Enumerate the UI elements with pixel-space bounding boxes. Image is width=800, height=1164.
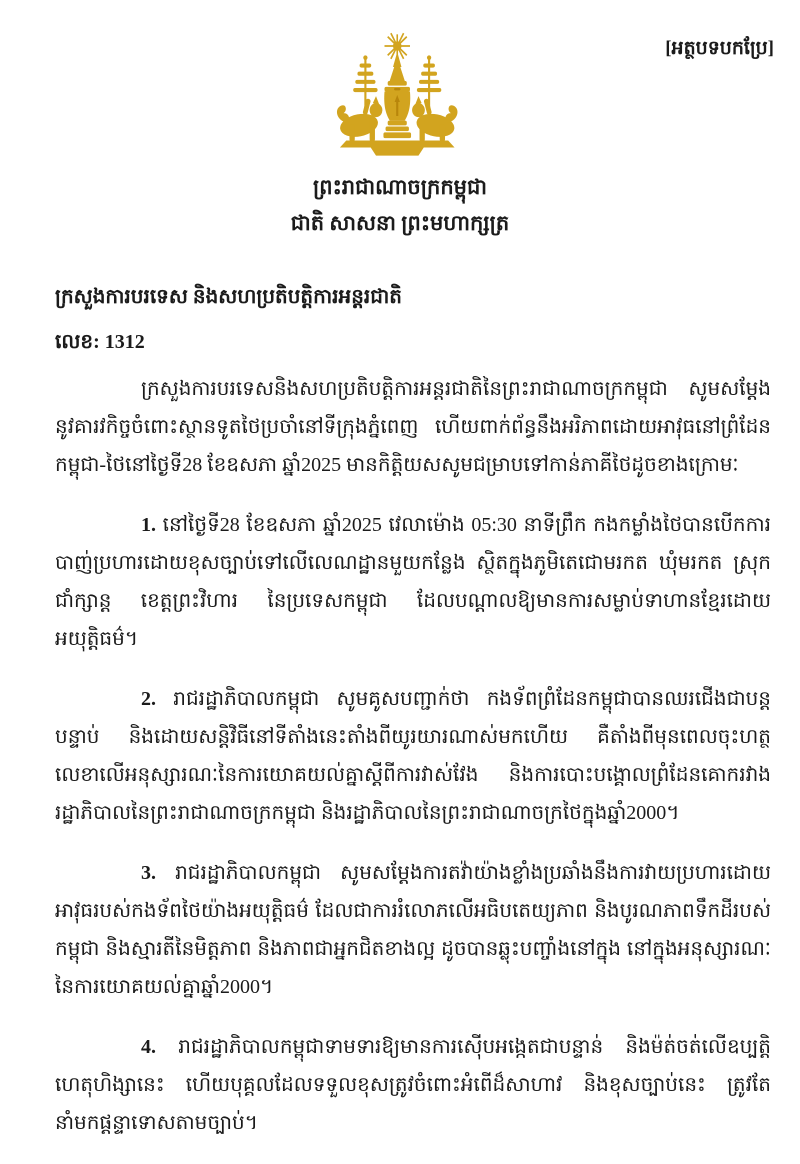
item-paragraph-3 <box>55 854 771 1006</box>
item-number-3: 3. <box>141 862 156 884</box>
royal-arms-icon <box>328 32 466 172</box>
item-paragraph-4 <box>55 1028 771 1142</box>
kingdom-title: ព្រះរាជាណាចក្រកម្ពុជា <box>312 175 487 199</box>
national-motto: ជាតិ សាសនា ព្រះមហាក្សត្រ <box>290 211 510 235</box>
item-text-1: នៅថ្ងៃទី28 ខែឧសភា ឆ្នាំ2025 វេលាម៉ោង 05:30 នាទីព្រឹក កងកម្លាំងថៃបានបើកការបាញ់ប្រហារដោយខុសច្បាប់ទៅលើលេណដ្ឋានមួយកន្លែង ស្ថិតក្នុងភូមិតេជោមរកត ឃុំមរកត ស្រុកជាំក្សាន្ត ខេត្តព្រះវិហារ នៃប្រទេសកម្ពុជា ដែលបណ្តាលឱ្យមានការសម្លាប់ទាហានខ្មែរដោយអយុត្តិធម៌។ <box>55 514 772 650</box>
item-paragraph-1 <box>55 506 771 658</box>
item-text-4: រាជរដ្ឋាភិបាលកម្ពុជាទាមទារឱ្យមានការស៊ើបអង្កេតជាបន្ទាន់ និងម៉ត់ចត់លើឧប្បត្តិហេតុហិង្សានេះ ហើយបុគ្គលដែលទទួលខុសត្រូវចំពោះអំពើដ៏សាហាវ និងខុសច្បាប់នេះ ត្រូវតែនាំមកផ្តន្ទាទោសតាមច្បាប់។ <box>55 1036 771 1134</box>
item-text-2: រាជរដ្ឋាភិបាលកម្ពុជា សូមគូសបញ្ជាក់ថា កងទ័ពព្រំដែនកម្ពុជាបានឈរជើងជាបន្តបន្ទាប់ និងដោយសន្តិវិធីនៅទីតាំងនេះតាំងពីយូរយារណាស់មកហើយ គឺតាំងពីមុនពេលចុះហត្ថលេខាលើអនុស្សារណៈនៃការយោគយល់គ្នាស្តីពីការវាស់វែង និងការបោះបង្គោលព្រំដែនគោករវាងរដ្ឋាភិបាលនៃព្រះរាជាណាចក្រកម្ពុជា និងរដ្ឋាភិបាលនៃព្រះរាជាណាចក្រថៃក្នុងឆ្នាំ2000។ <box>55 688 772 824</box>
item-number-2: 2. <box>141 688 156 710</box>
royal-arms-emblem <box>328 32 466 172</box>
reference-number: លេខ: 1312 <box>55 331 145 353</box>
sun-icon <box>393 41 401 50</box>
intro-paragraph: ក្រសួងការបរទេសនិងសហប្រតិបត្តិការអន្តរជាតិនៃព្រះរាជាណាចក្រកម្ពុជា សូមសម្តែងនូវគារវកិច្ចចំពោះស្ថានទូតថៃប្រចាំនៅទីក្រុងភ្នំពេញ ហើយពាក់ព័ន្ធនឹងអរិភាពដោយអាវុធនៅព្រំដែនកម្ពុជា-ថៃនៅថ្ងៃទី28 ខែឧសភា ឆ្នាំ2025 មានកិត្តិយសសូមជម្រាបទៅកាន់ភាគីថៃដូចខាងក្រោមៈ <box>55 378 771 476</box>
item-number-4: 4. <box>141 1036 156 1058</box>
lion-left-icon <box>337 96 382 141</box>
item-text-3: រាជរដ្ឋាភិបាលកម្ពុជា សូមសម្តែងការតវ៉ាយ៉ាងខ្លាំងប្រឆាំងនឹងការវាយប្រហារដោយអាវុធរបស់កងទ័ពថៃយ៉ាងអយុត្តិធម៌ ដែលជាការរំលោភលើអធិបតេយ្យភាព និងបូរណភាពទឹកដីរបស់កម្ពុជា និងស្មារតីនៃមិត្តភាព និងភាពជាអ្នកជិតខាងល្អ ដូចបានឆ្លុះបញ្ចាំងនៅក្នុង នៅក្នុងអនុស្សារណៈនៃការយោគយល់គ្នាឆ្នាំ2000។ <box>55 862 772 998</box>
ministry-name: ក្រសួងការបរទេស និងសហប្រតិបត្តិការអន្តរជាតិ <box>55 286 402 308</box>
document-body <box>55 370 771 1164</box>
item-number-1: 1. <box>141 514 156 536</box>
translation-note: [អត្ថបទបកប្រែ] <box>665 38 774 59</box>
item-paragraph-2 <box>55 680 771 832</box>
lion-right-icon <box>412 96 457 141</box>
